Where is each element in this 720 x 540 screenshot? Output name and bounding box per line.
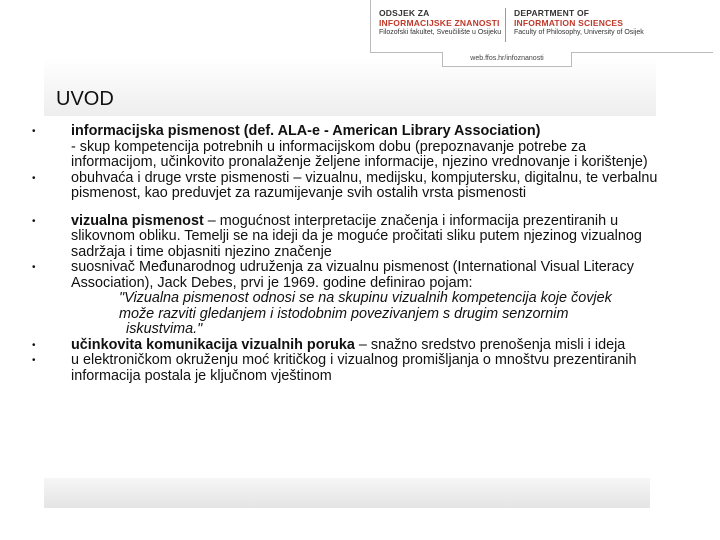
item-text: – mogućnost interpretacije značenja i informacija prezentiranih u slikovnom obliku. Temelji se na ideji da je moguće pročitati sliku putem njezinog vizualnog sadržaja i time objasniti njezino značenje — [71, 212, 642, 260]
bullet-icon: • — [32, 355, 36, 366]
quote-line: "Vizualna pismenost odnosi se na skupinu vizualnih kompetencija koje čovjek — [119, 290, 612, 306]
page-title: UVOD — [56, 88, 114, 110]
logo-right-line3: Faculty of Philosophy, University of Osijek — [514, 29, 644, 36]
item-text: u elektroničkom okruženju moć kritičkog i vizualnog promišljanja o mnoštvu prezentiranih informacija postala je ključnom vještinom — [71, 352, 637, 384]
department-logo — [370, 0, 713, 53]
bullet-icon: • — [32, 126, 36, 137]
footer-band — [44, 478, 650, 508]
bullet-icon: • — [32, 262, 36, 273]
item-text: - skup kompetencija potrebnih u informacijskom dobu (prepoznavanje potrebe za informacijom, učinkovito pronalaženje željene informacije, njezino vrednovanje i korištenje) — [71, 138, 648, 170]
bullet-icon: • — [32, 172, 36, 184]
logo-left-line1: ODSJEK ZA — [379, 8, 430, 18]
bullet-icon: • — [32, 339, 36, 351]
item-term: vizualna pismenost — [71, 212, 204, 229]
quote-line: iskustvima." — [126, 321, 203, 337]
item-text: suosnivač Međunarodnog udruženja za vizualnu pismenost (International Visual Literacy Association), Jack Debes, prvi je 1969. godine definirao pojam: — [71, 259, 634, 291]
website-url: web.ffos.hr/infoznanosti — [442, 52, 572, 67]
quote-line: može razviti gledanjem i istodobnim povezivanjem s drugim senzornim — [119, 305, 569, 322]
item-term: informacijska pismenost (def. ALA-e - American Library Association) — [71, 123, 541, 139]
item-term: učinkovita komunikacija vizualnih poruka — [71, 336, 355, 353]
list-item — [32, 171, 672, 202]
list-item — [32, 214, 672, 261]
item-text: obuhvaća i druge vrste pismenosti – vizualnu, medijsku, kompjutersku, digitalnu, te verbalnu pismenost, kao preduvjet za razumijevanje svih ostalih vrsta pismenosti — [71, 169, 658, 201]
logo-right-line1: DEPARTMENT OF — [514, 8, 590, 18]
list-item — [32, 353, 672, 384]
list-item — [32, 338, 672, 354]
logo-english — [514, 8, 644, 38]
list-item — [32, 124, 672, 171]
logo-left-line2: INFORMACIJSKE ZNANOSTI — [379, 18, 500, 28]
logo-croatian — [379, 8, 501, 38]
bullet-icon: • — [32, 215, 36, 227]
logo-right-line2: INFORMATION SCIENCES — [514, 18, 624, 28]
list-item — [32, 260, 672, 338]
logo-left-line3: Filozofski fakultet, Sveučilište u Osijeku — [379, 29, 502, 36]
bullet-list — [32, 124, 672, 384]
item-text: – snažno sredstvo prenošenja misli i ideja — [354, 336, 626, 353]
logo-divider — [505, 8, 506, 42]
